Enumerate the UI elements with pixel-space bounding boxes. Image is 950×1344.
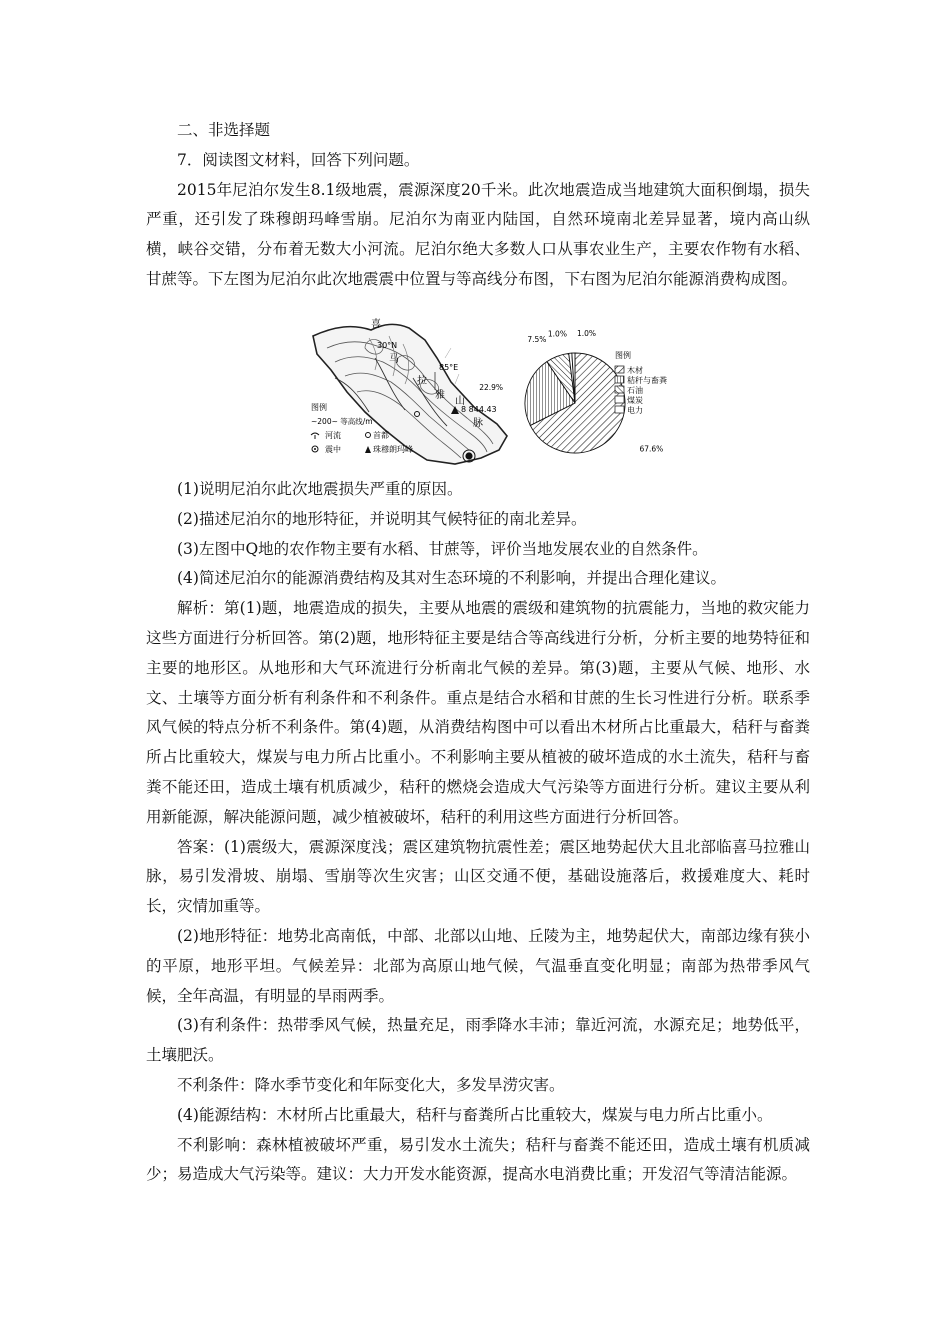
question-3: (3)左图中Q地的农作物主要有水稻、甘蔗等，评价当地发展农业的自然条件。 <box>177 539 708 558</box>
map-label-lon: 85°E <box>439 363 459 372</box>
figures <box>305 318 705 478</box>
pie-legend-swatch <box>615 406 624 413</box>
pie-legend-label: 电力 <box>627 406 643 415</box>
map-legend-capital: 首都 <box>373 431 389 440</box>
section-heading: 二、非选择题 <box>177 121 271 139</box>
questions-and-answers <box>146 475 810 1190</box>
epicenter-marker-icon <box>465 452 472 459</box>
legend-peak-icon <box>365 446 371 453</box>
answer-3-disadvantages: 不利条件：降水季节变化和年际变化大，多发旱涝灾害。 <box>177 1075 565 1094</box>
answer-1: 答案：(1)震级大，震源深度浅；震区建筑物抗震性差；震区地势起伏大且北部临喜马拉雅山脉，易引发滑坡、崩塌、雪崩等次生灾害；山区交通不便，基础设施落后，救援难度大、耗时长，灾情加重等。 <box>146 837 810 916</box>
question-1: (1)说明尼泊尔此次地震损失严重的原因。 <box>177 480 463 498</box>
pie-legend-swatch <box>615 376 624 383</box>
pie-value-label: 67.6% <box>639 444 664 454</box>
question-2: (2)描述尼泊尔的地形特征，并说明其气候特征的南北差异。 <box>177 509 587 528</box>
analysis-paragraph: 解析：第(1)题，地震造成的损失，主要从地震的震级和建筑物的抗震能力，当地的救灾能力这些方面进行分析回答。第(2)题，地形特征主要是结合等高线进行分析，分析主要的地势特征和主要的地形区。从地形和大气环流进行分析南北气候的差异。第(3)题，主要从气候、地形、水文、土壤等方面分析有利条件和不利条件。重点是结合水稻和甘蔗的生长习性进行分析。联系季风气候的特点分析不利条件。第(4)题，从消费结构图中可以看出木材所占比重最大，秸秆与畜粪所占比重较大，煤炭与电力所占比重小。不利影响主要从植被的破坏造成的水土流失，秸秆与畜粪不能还田，造成土壤有机质减少，秸秆的燃烧会造成大气污染等方面进行分析。建议主要从利用新能源，解决能源问题，减少植被破坏，秸秆的利用这些方面进行分析回答。 <box>146 599 810 826</box>
section-heading-block <box>146 116 810 295</box>
river-icon <box>311 433 319 439</box>
pie-legend-swatch <box>615 366 624 373</box>
pie-legend-swatch <box>615 386 624 393</box>
question-intro: 7．阅读图文材料，回答下列问题。 <box>177 150 420 169</box>
legend-capital-icon <box>366 433 371 438</box>
energy-pie-chart <box>525 353 625 453</box>
pie-value-label: 7.5% <box>527 335 547 345</box>
map-label-peak-height: 8 844.43 <box>461 405 497 414</box>
pie-legend-title: 图例 <box>615 351 631 360</box>
map-label-xi: 喜 <box>371 319 381 330</box>
nepal-contour-map <box>311 318 507 464</box>
map-legend-title: 图例 <box>311 403 327 412</box>
map-label-mai: 脉 <box>473 418 483 429</box>
figures-svg <box>305 318 705 478</box>
map-label-ya: 雅 <box>435 390 445 401</box>
pie-value-label: 22.9% <box>479 382 504 392</box>
map-legend-contour: ~200~ 等高线/m <box>311 417 373 426</box>
pie-value-label: 1.0% <box>576 329 597 339</box>
map-legend-peak: 珠穆朗玛峰 <box>373 445 413 454</box>
answer-4: (4)能源结构：木材所占比重最大，秸秆与畜粪所占比重较大，煤炭与电力所占比重小。 <box>177 1105 773 1124</box>
answer-3: (3)有利条件：热带季风气候，热量充足，雨季降水丰沛；靠近河流，水源充足；地势低平，土壤肥沃。 <box>146 1016 810 1065</box>
pie-value-label: 1.0% <box>547 329 567 339</box>
map-label-ma: 马 <box>389 354 399 365</box>
map-outline <box>313 324 507 464</box>
map-label-la: 拉 <box>417 376 427 387</box>
answer-4-impacts: 不利影响：森林植被破坏严重，易引发水土流失；秸秆与畜粪不能还田，造成土壤有机质减少；易造成大气污染等。建议：大力开发水能资源，提高水电消费比重；开发沼气等清洁能源。 <box>146 1135 810 1184</box>
material-paragraph: 2015年尼泊尔发生8.1级地震，震源深度20千米。此次地震造成当地建筑大面积倒塌，损失严重，还引发了珠穆朗玛峰雪崩。尼泊尔为南亚内陆国，自然环境南北差异显著，境内高山纵横，峡谷交错，分布着无数大小河流。尼泊尔绝大多数人口从事农业生产，主要农作物有水稻、甘蔗等。下左图为尼泊尔此次地震震中位置与等高线分布图，下右图为尼泊尔能源消费构成图。 <box>146 180 810 288</box>
pie-legend-label: 木材 <box>627 366 643 375</box>
map-label-lat: 30°N <box>377 341 398 350</box>
answer-2: (2)地形特征：地势北高南低，中部、北部以山地、丘陵为主，地势起伏大，南部边缘有狭小的平原，地形平坦。气候差异：北部为高原山地气候，气温垂直变化明显；南部为热带季风气候，全年高温，有明显的旱雨两季。 <box>146 926 810 1005</box>
question-4: (4)简述尼泊尔的能源消费结构及其对生态环境的不利影响，并提出合理化建议。 <box>177 569 726 588</box>
pie-legend-label: 煤炭 <box>627 396 643 405</box>
pie-legend-label: 秸秆与畜粪 <box>627 376 667 385</box>
map-label-shan: 山 <box>455 396 465 407</box>
map-legend-river: 河流 <box>325 431 341 440</box>
pie-legend-swatch <box>615 396 624 403</box>
pie-legend-label: 石油 <box>627 386 643 395</box>
map-legend-epicenter: 震中 <box>325 445 341 454</box>
